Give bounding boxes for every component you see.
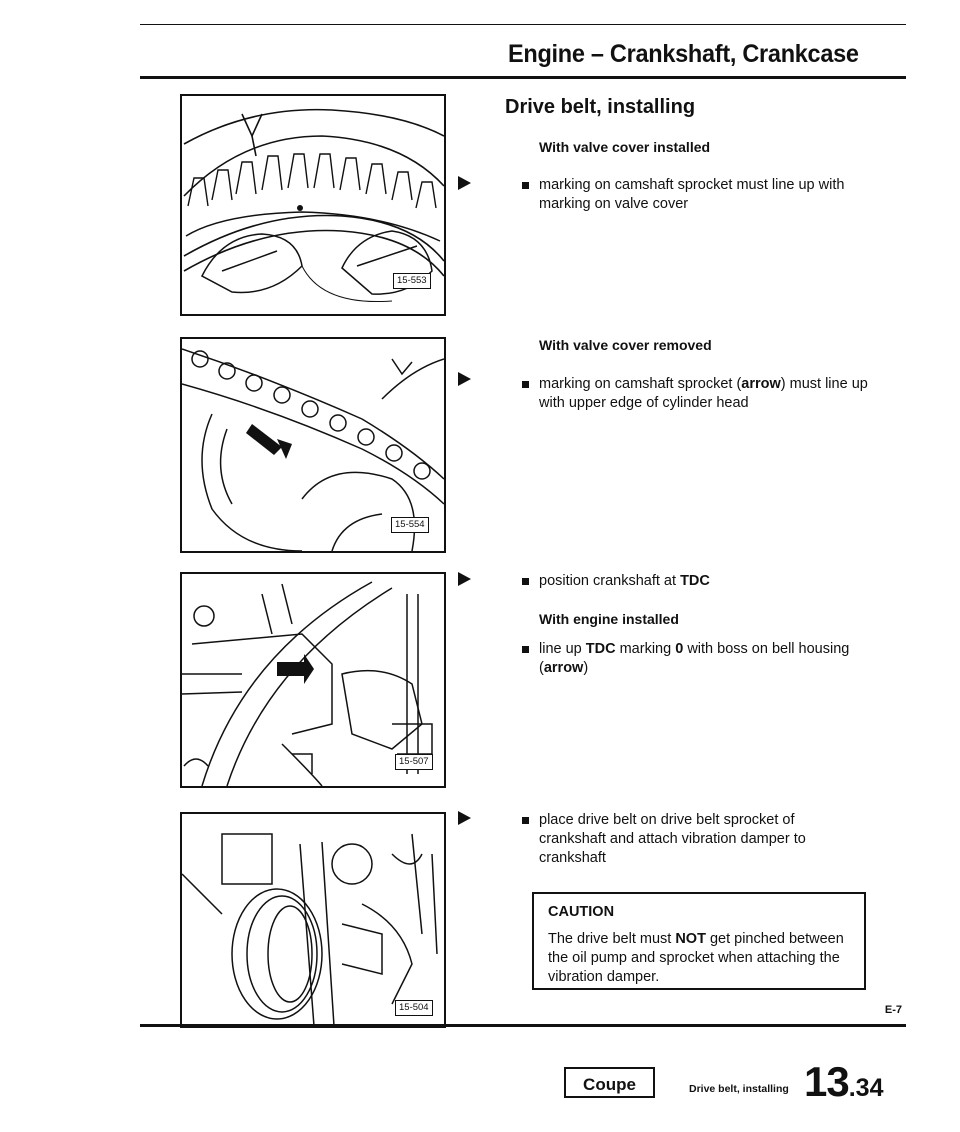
caution-box: [532, 892, 866, 990]
page-title: Engine – Crankshaft, Crankcase: [508, 40, 859, 68]
caution-text-bold: NOT: [675, 931, 706, 947]
header-rule: [140, 76, 906, 79]
bullet-text-bold-arrow: arrow: [543, 660, 584, 676]
bullet-text-bold-tdc: TDC: [585, 641, 616, 657]
bullet-line-up-tdc: [521, 640, 869, 678]
drive-belt-damper-illustration: [182, 814, 444, 1026]
footer-rule: [140, 1024, 906, 1027]
subheading-valve-cover-installed: With valve cover installed: [539, 139, 711, 155]
pointer-arrow-icon: [458, 811, 471, 825]
caution-title: CAUTION: [548, 904, 615, 920]
caution-text: [548, 930, 858, 987]
page-number-major: 13: [804, 1058, 849, 1105]
page-number: [804, 1058, 883, 1106]
caution-text-pre: The drive belt must: [548, 931, 676, 947]
caution-text-post: get pinched between the oil pump and sprocket when attaching the vibration damper.: [548, 931, 844, 985]
bullet-text: marking on camshaft sprocket must line up with marking on valve cover: [539, 177, 845, 212]
bullet-camshaft-arrow: [521, 375, 869, 413]
bullet-text-post: ): [583, 660, 589, 676]
bullet-text: place drive belt on drive belt sprocket of crankshaft and attach vibration damper to crankshaft: [539, 812, 806, 866]
figure-camshaft-chain: [180, 337, 446, 553]
bullet-position-tdc: [521, 572, 869, 591]
bullet-place-drive-belt: [521, 811, 859, 868]
figure-label: 15-554: [391, 517, 429, 533]
figure-label: 15-553: [393, 273, 431, 289]
page-number-minor: .34: [848, 1074, 884, 1102]
bullet-text-pre: line up: [539, 641, 586, 657]
bullet-text-bold-zero: 0: [675, 641, 684, 657]
pointer-arrow-icon: [458, 572, 471, 586]
bullet-text-pre: marking on camshaft sprocket (: [539, 376, 742, 392]
bullet-text-bold: TDC: [680, 573, 710, 589]
figure-bell-housing: [180, 572, 446, 788]
figure-drive-belt: [180, 812, 446, 1028]
pointer-arrow-icon: [458, 176, 471, 190]
bullet-text-mid2: with boss on bell housing (: [539, 641, 850, 676]
figure-camshaft-sprocket: [180, 94, 446, 316]
pointer-arrow-icon: [458, 372, 471, 386]
bullet-text-mid1: marking: [615, 641, 676, 657]
top-thin-rule: [140, 24, 906, 25]
bullet-text-bold: arrow: [741, 376, 781, 392]
footer-section-label: Drive belt, installing: [689, 1083, 789, 1095]
subheading-engine-installed: With engine installed: [539, 611, 679, 627]
subheading-valve-cover-removed: With valve cover removed: [539, 337, 712, 353]
figure-label: 15-507: [395, 754, 433, 770]
bullet-camshaft-marking: [521, 176, 869, 214]
page-code: E-7: [884, 1004, 902, 1016]
section-title: Drive belt, installing: [505, 96, 696, 118]
model-badge: Coupe: [564, 1067, 655, 1098]
bullet-text-post: ) must line up with upper edge of cylinder head: [539, 376, 868, 411]
bullet-text-pre: position crankshaft at: [539, 573, 681, 589]
figure-label: 15-504: [395, 1000, 433, 1016]
